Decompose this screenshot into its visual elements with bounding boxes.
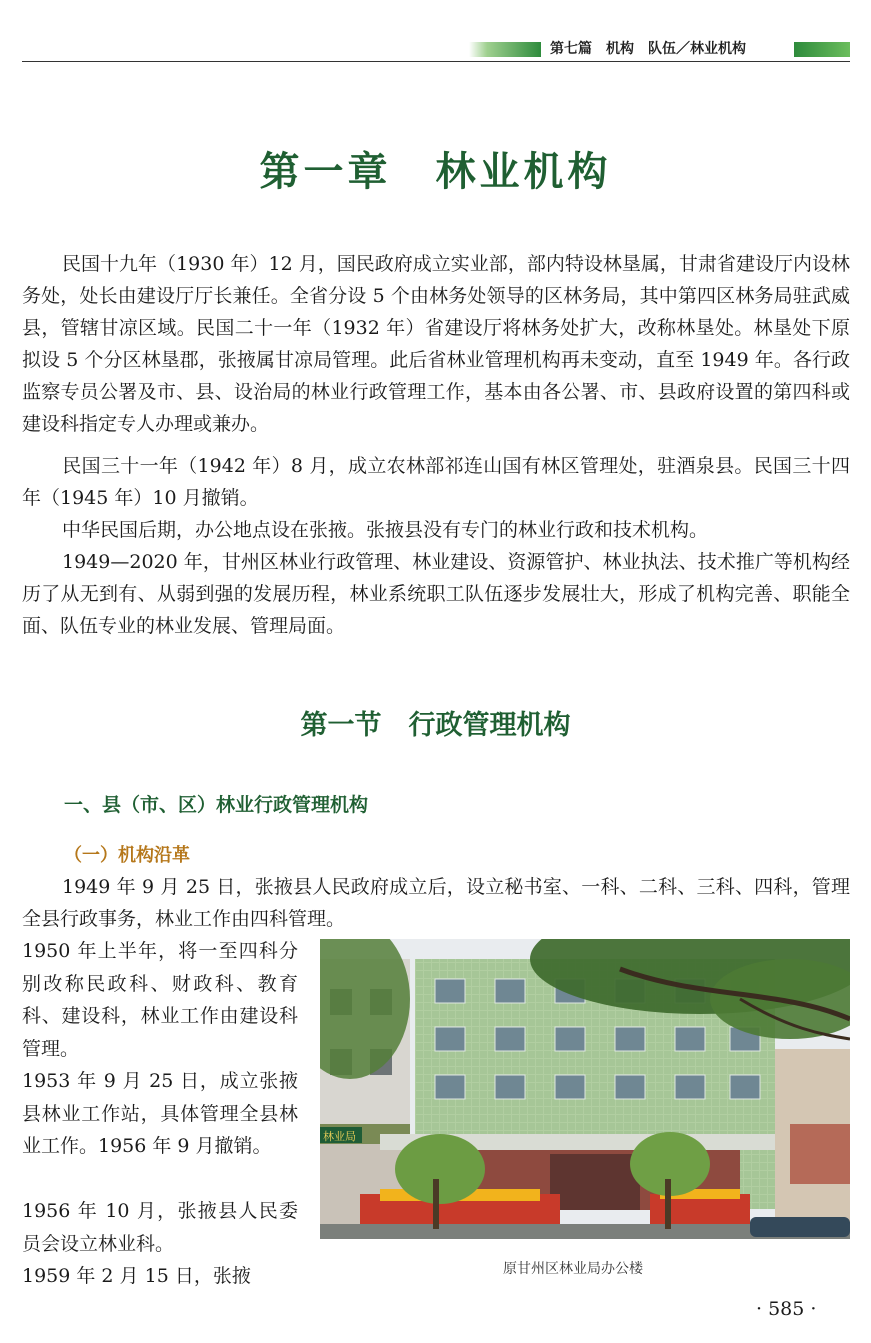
narrow-paragraph-1: 1950 年上半年，将一至四科分别改称民政科、财政科、教育科、建设科，林业工作由建设科管理。 [22, 940, 298, 1060]
narrow-paragraph-4: 1959 年 2 月 15 日，张掖 [22, 1265, 251, 1287]
section-title: 第一节 行政管理机构 [300, 710, 571, 741]
office-building-photo [320, 939, 850, 1239]
running-header [22, 40, 850, 62]
header-green-bar-right [794, 42, 850, 57]
intro-paragraph-1: 民国十九年（1930 年）12 月，国民政府成立实业部，部内特设林垦属，甘肃省建设厅内设林务处，处长由建设厅厅长兼任。全省分设 5 个由林务处领导的区林务局，其中第四区林务局驻武威县，管辖甘凉区域。民国二十一年（1932 年）省建设厅将林务处扩大，改称林垦处。林垦处下原拟设 5 个分区林垦郡，张掖属甘凉局管理。此后省林业管理机构再未变动，直至 1949 年。各行政监察专员公署及市、县、设治局的林业行政管理工作，基本由各公署、市、县政府设置的第四科或建设科指定专人办理或兼办。 [22, 253, 850, 435]
narrow-paragraph-3: 1956 年 10 月，张掖县人民委员会设立林业科。 [22, 1200, 298, 1255]
intro-paragraph-2: 民国三十一年（1942 年）8 月，成立农林部祁连山国有林区管理处，驻酒泉县。民国三十四年（1945 年）10 月撤销。 [22, 455, 850, 509]
sign-text: 林业局 [323, 1130, 356, 1143]
narrow-paragraph-2: 1953 年 9 月 25 日，成立张掖县林业工作站，具体管理全县林业工作。1956 年 9 月撤销。 [22, 1070, 298, 1157]
intro-paragraph-3: 中华民国后期，办公地点设在张掖。张掖县没有专门的林业行政和技术机构。 [62, 519, 709, 541]
intro-paragraph-4: 1949—2020 年，甘州区林业行政管理、林业建设、资源管护、林业执法、技术推广等机构经历了从无到有、从弱到强的发展历程，林业系统职工队伍逐步发展壮大，形成了机构完善、职能全面、队伍专业的林业发展、管理局面。 [22, 551, 850, 637]
header-rule [22, 61, 850, 62]
header-green-bar-left [469, 42, 541, 57]
body-paragraph: 1949 年 9 月 25 日，张掖县人民政府成立后，设立秘书室、一科、二科、三科、四科，管理全县行政事务，林业工作由四科管理。 [22, 876, 850, 930]
page-number: · 585 · [756, 1298, 817, 1320]
header-text: 第七篇 机构 队伍／林业机构 [550, 41, 746, 57]
sub-heading: 一、县（市、区）林业行政管理机构 [64, 794, 369, 816]
chapter-title: 第一章 林业机构 [259, 149, 612, 195]
photo-caption: 原甘州区林业局办公楼 [503, 1261, 643, 1277]
subsub-heading: （一）机构沿革 [64, 845, 190, 866]
